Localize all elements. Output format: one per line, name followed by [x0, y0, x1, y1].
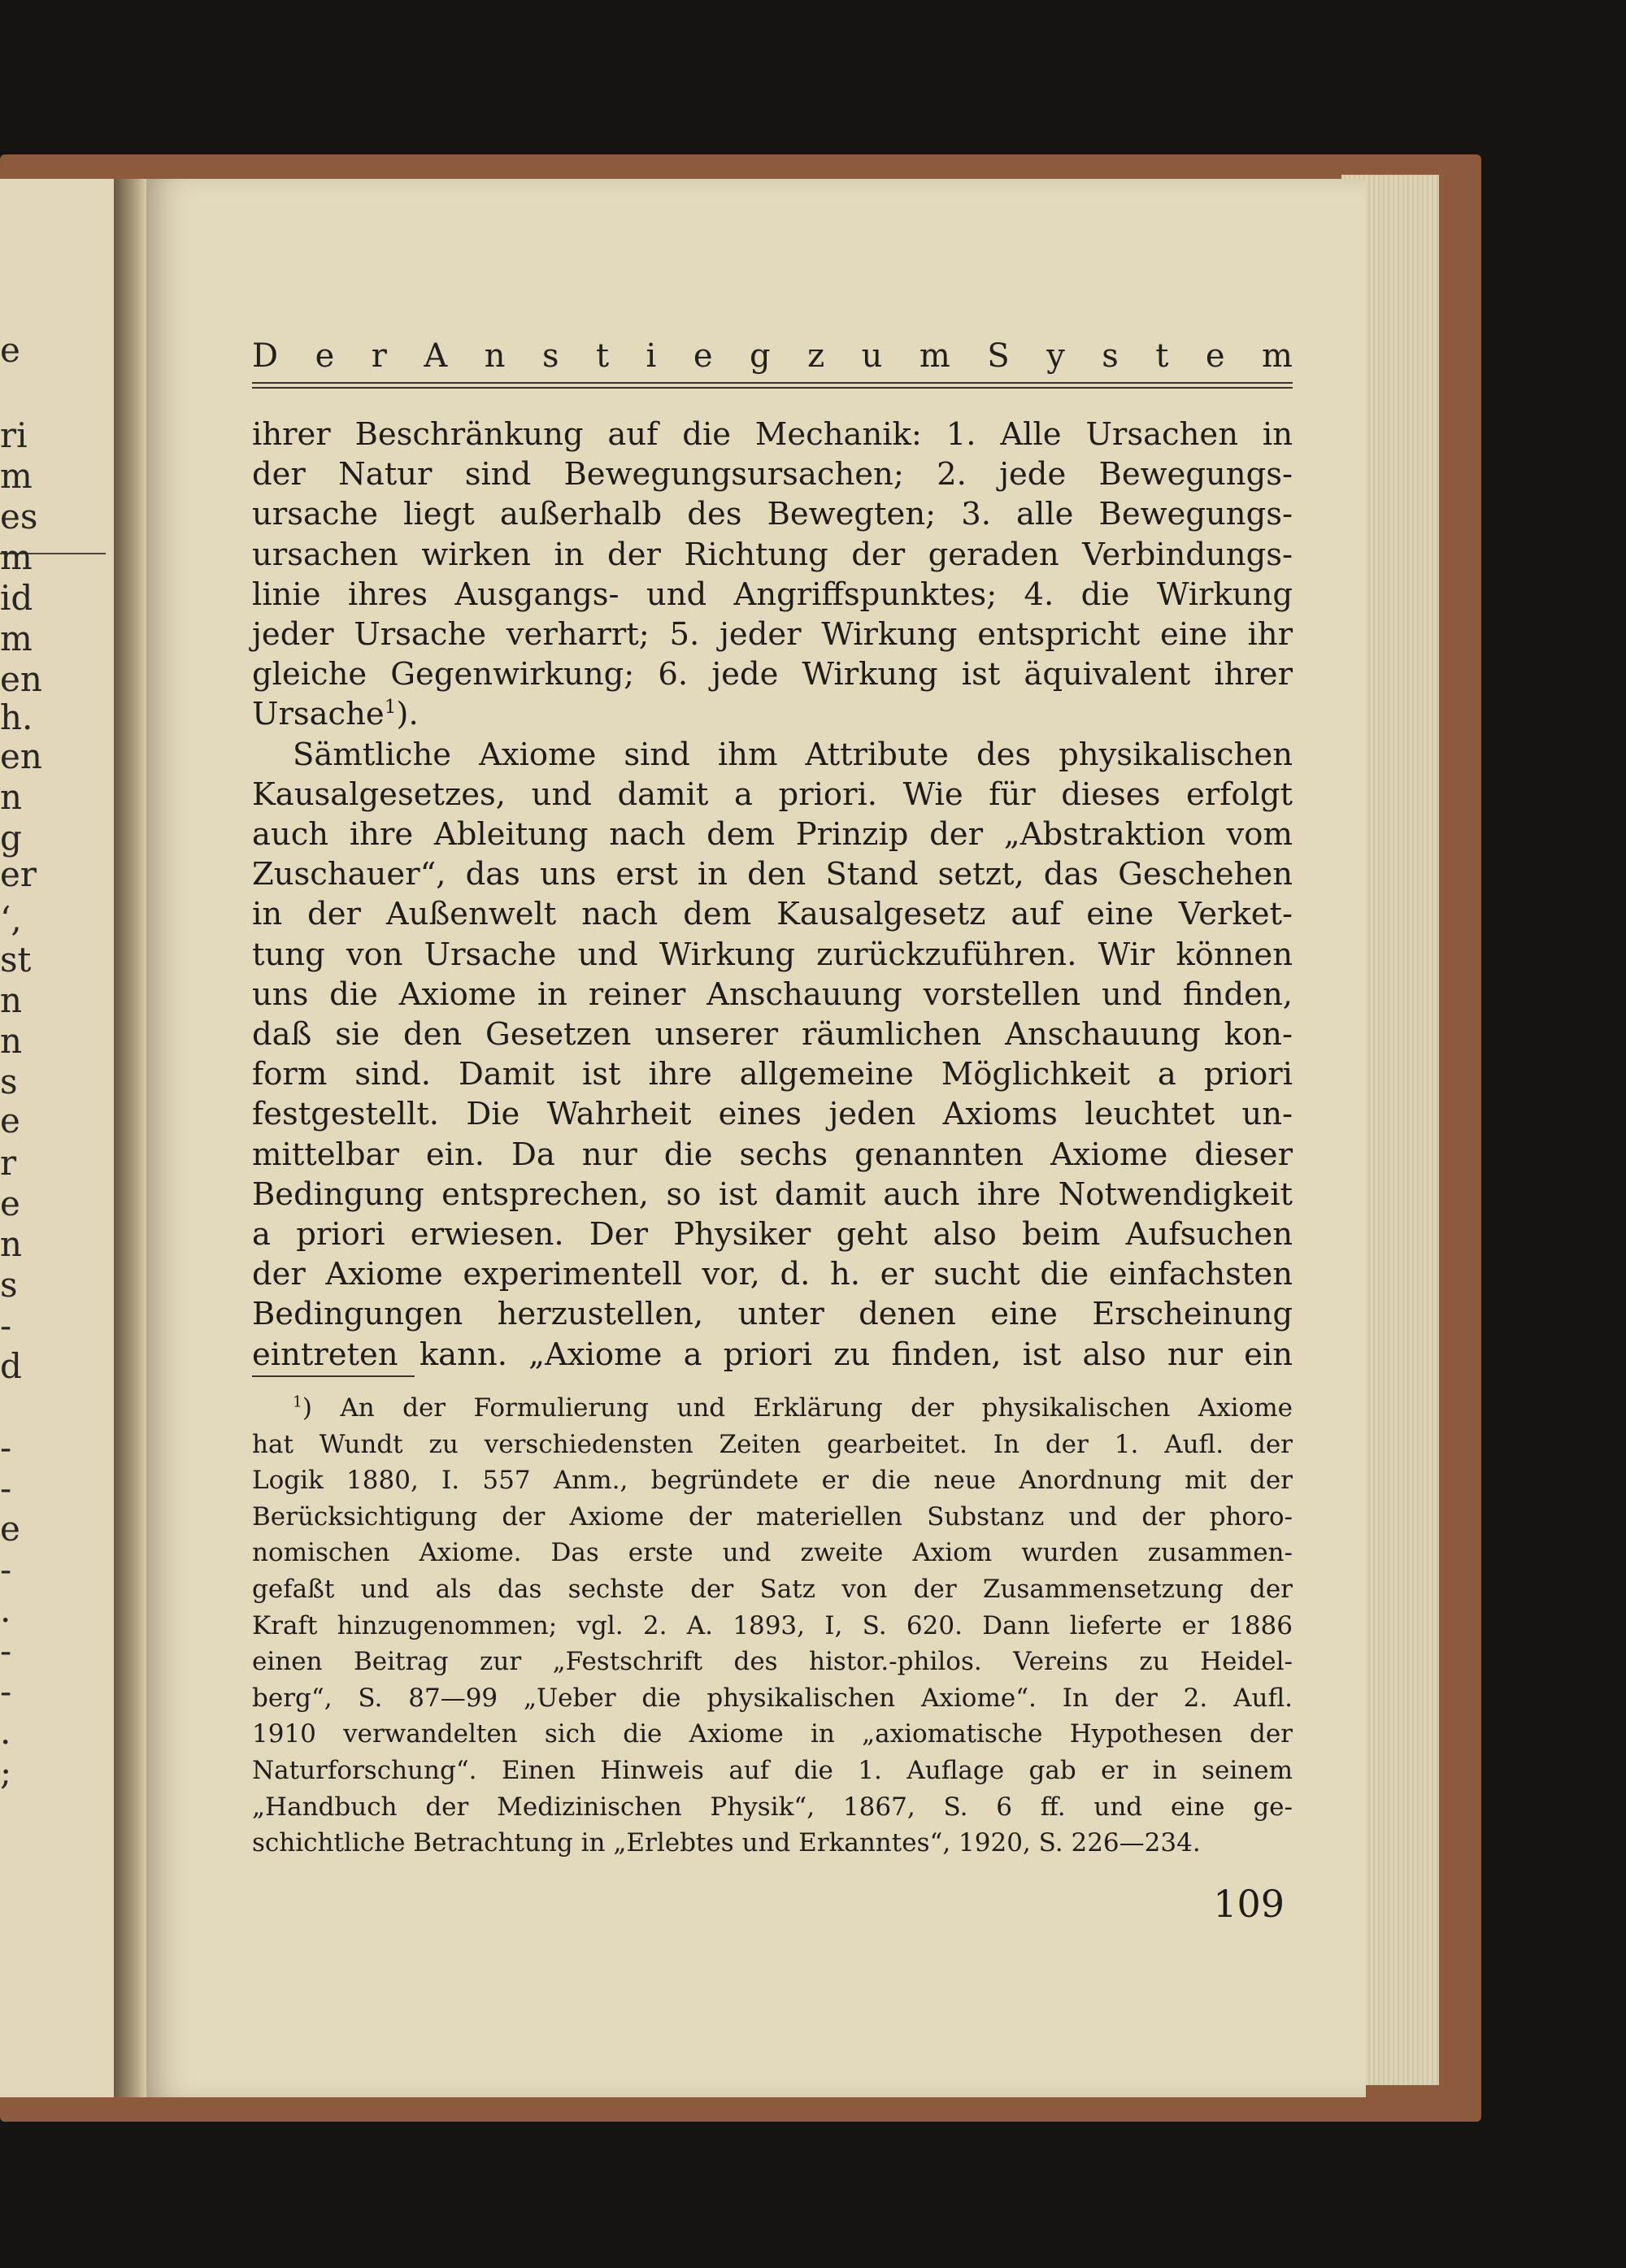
left-page-fragment: . [0, 1590, 11, 1630]
body-line: eintreten kann. „Axiome a priori zu finden, ist also nur ein [252, 1336, 1293, 1373]
running-head-letter: i [646, 337, 657, 375]
running-head [252, 337, 1293, 375]
left-page-fragment: h. [0, 697, 33, 737]
body-line: mittelbar ein. Da nur die sechs genannten Axiome dieser [252, 1136, 1293, 1173]
running-head-letter: m [919, 337, 950, 375]
footnote-line: $^1$) An der Formulierung und Erklärung der physikalischen Axiome [293, 1393, 1293, 1423]
left-page-fragment: e [0, 330, 20, 370]
footnote-line: hat Wundt zu verschiedensten Zeiten gearbeitet. In der 1. Aufl. der [252, 1429, 1293, 1459]
paragraph-2 [252, 735, 1293, 1375]
left-page-fragment: en [0, 736, 42, 776]
running-head-letter: y [1046, 337, 1065, 375]
body-line: Zuschauer“, das uns erst in den Stand setzt, das Geschehen [252, 856, 1293, 893]
left-page-fragment: m [0, 537, 33, 577]
left-page-fragment: n [0, 980, 23, 1020]
book-page [146, 179, 1366, 2097]
footnote-line: schichtliche Betrachtung in „Erlebtes und Erkanntes“, 1920, S. 226—234. [252, 1828, 1201, 1858]
footnote-line: 1910 verwandelten sich die Axiome in „axiomatische Hypothesen der [252, 1719, 1293, 1749]
running-head-letter: e [693, 337, 713, 375]
body-line: daß sie den Gesetzen unserer räumlichen Anschauung kon- [252, 1016, 1293, 1054]
footnote-lines [252, 1427, 1293, 1826]
running-head-letter: s [1102, 337, 1119, 375]
header-rule [252, 382, 1293, 384]
running-head-letter: r [371, 337, 387, 375]
body-line: der Natur sind Bewegungsursachen; 2. jede Bewegungs- [252, 456, 1293, 493]
running-head-letter: D [252, 337, 279, 375]
footnote-line: einen Beitrag zur „Festschrift des histor.-philos. Vereins zu Heidel- [252, 1647, 1293, 1677]
running-head-letter: S [987, 337, 1010, 375]
left-page-fragment: ‘, [0, 899, 22, 939]
body-line: Kausalgesetzes, und damit a priori. Wie für dieses erfolgt [252, 776, 1293, 813]
running-head-letter: e [315, 337, 335, 375]
header-rule [252, 387, 1293, 389]
left-page-fragment: n [0, 1021, 23, 1061]
left-page-fragment: - [0, 1549, 12, 1589]
left-page-fragment: e [0, 1101, 20, 1141]
footnote-line: Logik 1880, I. 557 Anm., begründete er die neue Anordnung mit der [252, 1466, 1293, 1496]
left-page-fragment: st [0, 940, 32, 980]
left-page-fragment: n [0, 1224, 23, 1264]
left-page-fragment: m [0, 456, 33, 496]
body-line: form sind. Damit ist ihre allgemeine Möglichkeit a priori [252, 1056, 1293, 1093]
paragraph-1 [252, 415, 1293, 694]
left-page-fragment: g [0, 818, 22, 858]
book-gutter [114, 179, 146, 2097]
body-line: jeder Ursache verharrt; 5. jeder Wirkung entspricht eine ihr [252, 616, 1293, 654]
left-page-fragment: en [0, 659, 42, 699]
running-head-letter: s [541, 337, 559, 375]
running-head-letter: u [861, 337, 883, 375]
running-head-letter: A [424, 337, 448, 375]
running-head-letter: n [484, 337, 506, 375]
body-line: ursachen wirken in der Richtung der geraden Verbindungs- [252, 536, 1293, 573]
running-head-letter: t [1155, 337, 1169, 375]
left-page-fragment: - [0, 1631, 12, 1671]
left-page-fragment: - [0, 1427, 12, 1467]
body-text [252, 415, 1293, 1375]
body-line: in der Außenwelt nach dem Kausalgesetz auf eine Verket- [252, 896, 1293, 933]
left-page-fragment: . [0, 1712, 11, 1752]
body-line: auch ihre Ableitung nach dem Prinzip der „Abstraktion vom [252, 816, 1293, 854]
left-page-fragment: er [0, 854, 37, 894]
left-page-fragment: - [0, 1671, 12, 1711]
left-page-fragment: es [0, 497, 38, 537]
footnote-rule [252, 1375, 415, 1377]
footnote-line: „Handbuch der Medizinischen Physik“, 1867, S. 6 ff. und eine ge- [252, 1792, 1293, 1822]
body-line: der Axiome experimentell vor, d. h. er sucht die einfachsten [252, 1256, 1293, 1293]
body-line: Bedingung entsprechen, so ist damit auch ihre Notwendigkeit [252, 1175, 1293, 1213]
footnote-line: gefaßt und als das sechste der Satz von der Zusammensetzung der [252, 1574, 1293, 1604]
left-page-fragment: e [0, 1509, 20, 1549]
body-line: gleiche Gegenwirkung; 6. jede Wirkung ist äquivalent ihrer [252, 656, 1293, 693]
left-page-fragment: - [0, 1306, 12, 1345]
left-page-fragment: r [0, 1143, 17, 1183]
body-line: ihrer Beschränkung auf die Mechanik: 1. Alle Ursachen in [252, 416, 1293, 453]
left-page-fragment: m [0, 619, 33, 658]
body-line: uns die Axiome in reiner Anschauung vorstellen und finden, [252, 975, 1293, 1013]
running-head-letter: e [1205, 337, 1225, 375]
body-line: linie ihres Ausgangs- und Angriffspunktes; 4. die Wirkung [252, 576, 1293, 613]
footnote-line: berg“, S. 87—99 „Ueber die physikalischen Axiome“. In der 2. Aufl. [252, 1683, 1293, 1713]
footnote-line: Naturforschung“. Einen Hinweis auf die 1. Auflage gab er in seinem [252, 1755, 1293, 1785]
left-page-fragment: s [0, 1062, 18, 1101]
left-page-fragment: - [0, 1468, 12, 1508]
left-page-fragment: e [0, 1184, 20, 1223]
footnote-line: Berücksichtigung der Axiome der materiellen Substanz und der phoro- [252, 1501, 1293, 1532]
footnote-line: Kraft hinzugenommen; vgl. 2. A. 1893, I, S. 620. Dann lieferte er 1886 [252, 1610, 1293, 1640]
body-line: tung von Ursache und Wirkung zurückzuführen. Wir können [252, 936, 1293, 973]
running-head-letter: z [807, 337, 825, 375]
left-page-fragment: ; [0, 1753, 12, 1792]
running-head-letter: g [749, 337, 771, 375]
left-page-fragment: d [0, 1346, 22, 1386]
footnote-line: nomischen Axiome. Das erste und zweite Axiom wurden zusammen- [252, 1538, 1293, 1568]
body-line: festgestellt. Die Wahrheit eines jeden Axioms leuchtet un- [252, 1096, 1293, 1133]
body-line: ursache liegt außerhalb des Bewegten; 3. alle Bewegungs- [252, 496, 1293, 533]
body-line: Bedingungen herzustellen, unter denen eine Erscheinung [252, 1296, 1293, 1333]
page-number: 109 [1213, 1882, 1285, 1926]
body-line: Sämtliche Axiome sind ihm Attribute des physikalischen [293, 736, 1293, 773]
left-page-fragment: n [0, 777, 23, 817]
left-page-fragment: ri [0, 415, 28, 455]
left-page-fragment: s [0, 1265, 18, 1305]
body-line: a priori erwiesen. Der Physiker geht also beim Aufsuchen [252, 1216, 1293, 1253]
body-line: Ursache$^1$). [252, 696, 419, 733]
running-head-letter: t [595, 337, 610, 375]
footnote [252, 1390, 1293, 1862]
running-head-letter: m [1262, 337, 1293, 375]
left-page-fragment: id [0, 578, 33, 618]
